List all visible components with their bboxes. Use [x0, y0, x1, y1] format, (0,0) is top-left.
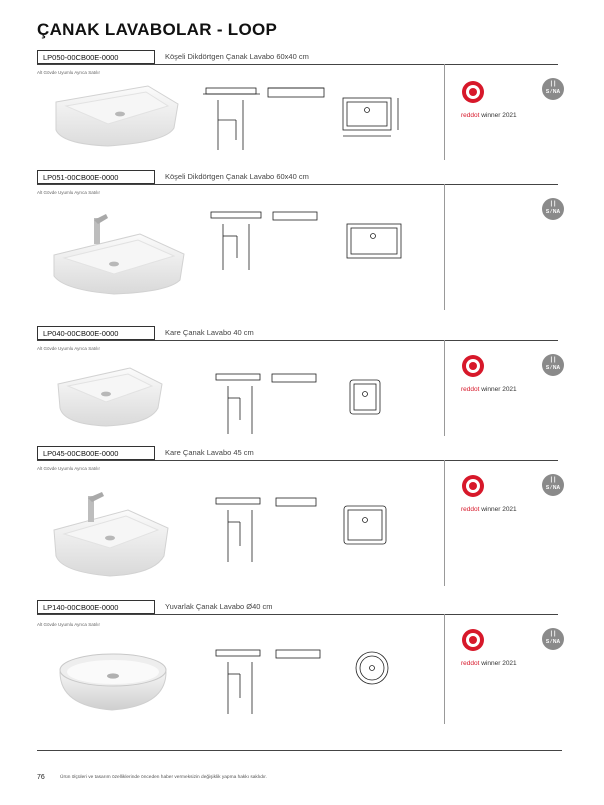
reddot-award [461, 80, 531, 126]
product-note: Alt Gövde Uyumlu Ayrıca Satılır [37, 346, 100, 351]
divider [37, 184, 558, 185]
page-title: ÇANAK LAVABOLAR - LOOP [37, 20, 278, 39]
technical-drawing [212, 492, 412, 570]
reddot-logo-icon [461, 354, 485, 380]
reddot-logo-icon [461, 80, 485, 106]
divider [37, 64, 558, 65]
product-description: Köşeli Dikdörtgen Çanak Lavabo 60x40 cm [165, 52, 309, 61]
column-divider [444, 614, 445, 724]
column-divider [444, 64, 445, 160]
divider [37, 340, 558, 341]
technical-drawing [198, 80, 438, 162]
divider [37, 614, 558, 615]
technical-drawing [210, 368, 410, 442]
product-section [0, 170, 604, 320]
product-description: Köşeli Dikdörtgen Çanak Lavabo 60x40 cm [165, 172, 309, 181]
product-code: LP050-00CB00E-0000 [37, 50, 155, 64]
reddot-logo-icon [461, 474, 485, 500]
reddot-award [461, 628, 531, 674]
product-note: Alt Gövde Uyumlu Ayrıca Satılır [37, 466, 100, 471]
award-label: reddot winner 2021 [461, 506, 517, 513]
product-section [0, 600, 604, 750]
badge-icon: | | S ⁄ NA [542, 78, 564, 100]
footer-note: Ürün ölçüleri ve tasarım özelliklerinde önceden haber vermeksizin değişiklik yapma hakkı saklıdır. [60, 775, 267, 780]
badge-icon: | | S ⁄ NA [542, 628, 564, 650]
column-divider [444, 340, 445, 436]
column-divider [444, 460, 445, 586]
column-divider [444, 184, 445, 310]
technical-drawing [205, 206, 425, 284]
reddot-logo-icon [461, 628, 485, 654]
divider [37, 460, 558, 461]
award-label: reddot winner 2021 [461, 660, 517, 667]
product-code: LP140-00CB00E-0000 [37, 600, 155, 614]
basin-photo [52, 362, 167, 430]
product-code: LP040-00CB00E-0000 [37, 326, 155, 340]
reddot-award [461, 474, 531, 520]
product-note: Alt Gövde Uyumlu Ayrıca Satılır [37, 70, 100, 75]
badge-icon: | | S ⁄ NA [542, 198, 564, 220]
product-code: LP051-00CB00E-0000 [37, 170, 155, 184]
award-label: reddot winner 2021 [461, 112, 517, 119]
page-number: 76 [37, 774, 45, 781]
product-note: Alt Gövde Uyumlu Ayrıca Satılır [37, 622, 100, 627]
product-description: Kare Çanak Lavabo 45 cm [165, 448, 254, 457]
basin-photo [48, 210, 188, 295]
basin-photo [48, 80, 183, 150]
reddot-award [461, 354, 531, 400]
product-section [0, 446, 604, 596]
basin-photo [48, 490, 173, 580]
product-note: Alt Gövde Uyumlu Ayrıca Satılır [37, 190, 100, 195]
product-description: Yuvarlak Çanak Lavabo Ø40 cm [165, 602, 273, 611]
basin-photo [56, 650, 171, 714]
badge-icon: | | S ⁄ NA [542, 474, 564, 496]
product-description: Kare Çanak Lavabo 40 cm [165, 328, 254, 337]
product-code: LP045-00CB00E-0000 [37, 446, 155, 460]
badge-icon: | | S ⁄ NA [542, 354, 564, 376]
footer-divider [37, 750, 562, 751]
award-label: reddot winner 2021 [461, 386, 517, 393]
technical-drawing [212, 644, 412, 722]
